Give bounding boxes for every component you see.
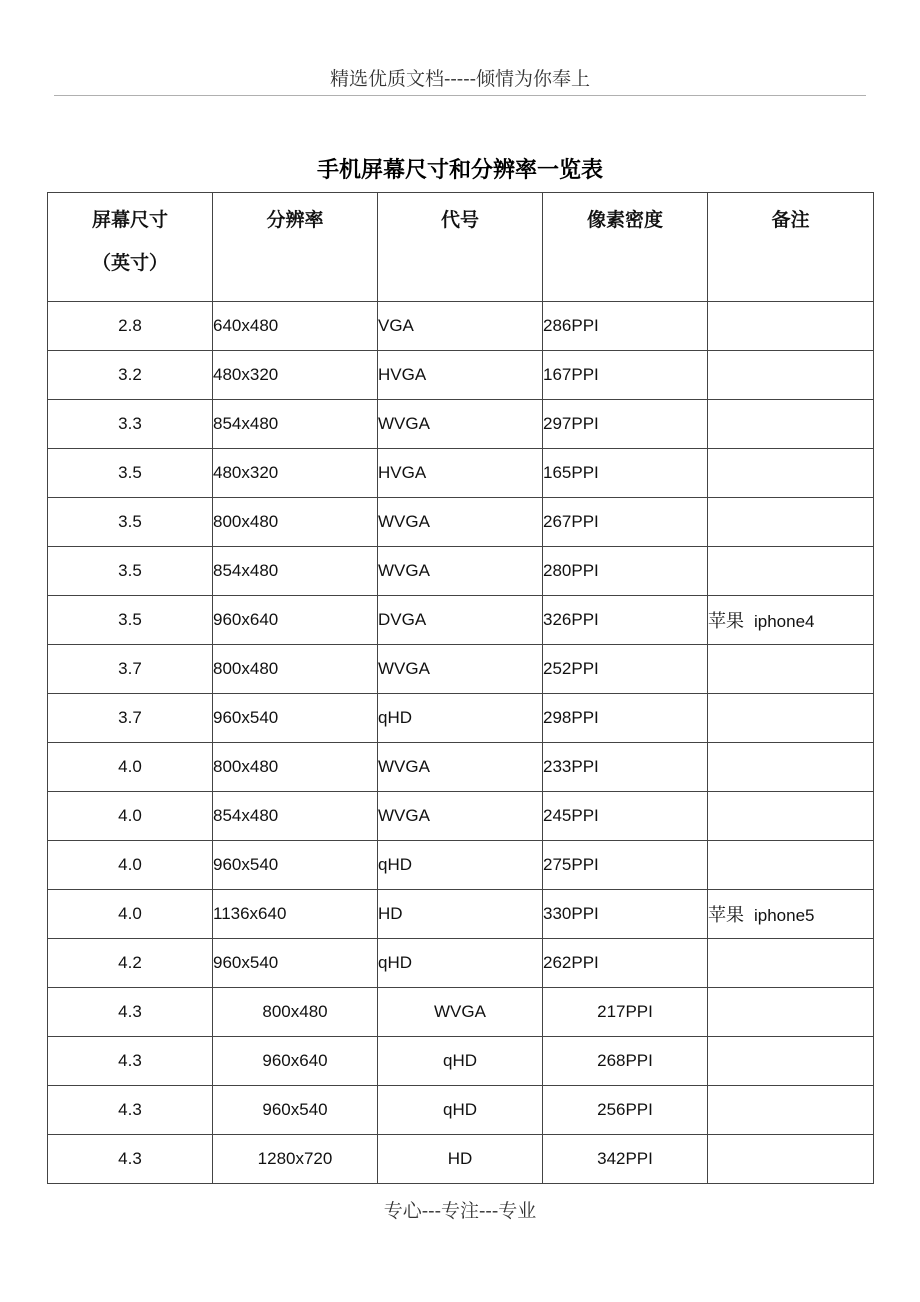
density-cell: 217PPI [543, 988, 708, 1037]
document-title: 手机屏幕尺寸和分辨率一览表 [316, 157, 603, 183]
code-cell: WVGA [378, 547, 543, 596]
resolution-cell: 800x480 [213, 743, 378, 792]
table-row [48, 792, 874, 841]
note-cell [708, 939, 874, 988]
resolution-cell: 960x640 [213, 1037, 378, 1086]
code-cell: VGA [378, 302, 543, 351]
note-text-cn: 苹果 [708, 905, 744, 926]
density-cell: 298PPI [543, 694, 708, 743]
density-cell: 267PPI [543, 498, 708, 547]
size-cell: 3.5 [48, 498, 213, 547]
code-cell: qHD [378, 939, 543, 988]
code-cell: HVGA [378, 351, 543, 400]
code-cell: HD [378, 890, 543, 939]
note-cell [708, 1135, 874, 1184]
column-header-size-unit: （英寸） [91, 252, 168, 274]
resolution-cell: 1280x720 [213, 1135, 378, 1184]
size-cell: 3.5 [48, 449, 213, 498]
note-cell [708, 792, 874, 841]
density-cell: 326PPI [543, 596, 708, 645]
size-cell: 3.7 [48, 645, 213, 694]
code-cell: WVGA [378, 743, 543, 792]
column-header-size [48, 193, 213, 302]
density-cell: 262PPI [543, 939, 708, 988]
table-row [48, 890, 874, 939]
note-text-cn: 苹果 [708, 611, 744, 632]
code-cell: WVGA [378, 498, 543, 547]
resolution-cell: 640x480 [213, 302, 378, 351]
resolution-cell: 1136x640 [213, 890, 378, 939]
size-cell: 4.0 [48, 792, 213, 841]
resolution-cell: 480x320 [213, 351, 378, 400]
resolution-cell: 800x480 [213, 988, 378, 1037]
note-cell [708, 449, 874, 498]
resolution-cell: 800x480 [213, 645, 378, 694]
note-cell [708, 351, 874, 400]
resolution-cell: 960x640 [213, 596, 378, 645]
table-row [48, 1086, 874, 1135]
resolution-cell: 960x540 [213, 1086, 378, 1135]
density-cell: 286PPI [543, 302, 708, 351]
size-cell: 4.3 [48, 1037, 213, 1086]
table-row [48, 302, 874, 351]
column-header-note: 备注 [708, 193, 874, 302]
page-header: 精选优质文档-----倾情为你奉上 [329, 68, 591, 90]
column-header-code: 代号 [378, 193, 543, 302]
code-cell: WVGA [378, 792, 543, 841]
density-cell: 256PPI [543, 1086, 708, 1135]
size-cell: 2.8 [48, 302, 213, 351]
note-cell [708, 596, 874, 645]
size-cell: 3.3 [48, 400, 213, 449]
resolution-cell: 480x320 [213, 449, 378, 498]
size-cell: 3.5 [48, 596, 213, 645]
table-body [48, 302, 874, 1184]
column-header-density: 像素密度 [543, 193, 708, 302]
code-cell: WVGA [378, 400, 543, 449]
resolution-cell: 960x540 [213, 939, 378, 988]
note-cell [708, 547, 874, 596]
table-row [48, 596, 874, 645]
table-row [48, 449, 874, 498]
density-cell: 167PPI [543, 351, 708, 400]
density-cell: 165PPI [543, 449, 708, 498]
screen-spec-table [47, 192, 874, 1184]
column-header-size-label: 屏幕尺寸 [91, 209, 168, 231]
page-footer: 专心---专注---专业 [383, 1200, 537, 1222]
table-row [48, 694, 874, 743]
table-row [48, 400, 874, 449]
note-text-en: iphone5 [754, 906, 815, 925]
header-rule [54, 95, 866, 96]
size-cell: 4.0 [48, 890, 213, 939]
code-cell: DVGA [378, 596, 543, 645]
table-row [48, 988, 874, 1037]
table-row [48, 351, 874, 400]
note-cell [708, 841, 874, 890]
code-cell: WVGA [378, 988, 543, 1037]
note-cell [708, 890, 874, 939]
resolution-cell: 800x480 [213, 498, 378, 547]
note-cell [708, 1086, 874, 1135]
table-row [48, 1037, 874, 1086]
table-row [48, 498, 874, 547]
density-cell: 297PPI [543, 400, 708, 449]
code-cell: qHD [378, 694, 543, 743]
table-row [48, 841, 874, 890]
size-cell: 3.2 [48, 351, 213, 400]
size-cell: 4.0 [48, 841, 213, 890]
table-header-row [48, 193, 874, 302]
note-cell [708, 400, 874, 449]
resolution-cell: 854x480 [213, 400, 378, 449]
table-row [48, 1135, 874, 1184]
note-cell [708, 988, 874, 1037]
size-cell: 4.2 [48, 939, 213, 988]
code-cell: HVGA [378, 449, 543, 498]
note-cell [708, 694, 874, 743]
table-row [48, 939, 874, 988]
note-cell [708, 302, 874, 351]
note-text-en: iphone4 [754, 612, 815, 631]
code-cell: qHD [378, 1037, 543, 1086]
density-cell: 275PPI [543, 841, 708, 890]
table-row [48, 743, 874, 792]
size-cell: 3.7 [48, 694, 213, 743]
resolution-cell: 854x480 [213, 547, 378, 596]
density-cell: 268PPI [543, 1037, 708, 1086]
code-cell: qHD [378, 841, 543, 890]
code-cell: qHD [378, 1086, 543, 1135]
resolution-cell: 854x480 [213, 792, 378, 841]
code-cell: WVGA [378, 645, 543, 694]
code-cell: HD [378, 1135, 543, 1184]
density-cell: 342PPI [543, 1135, 708, 1184]
size-cell: 4.3 [48, 988, 213, 1037]
density-cell: 252PPI [543, 645, 708, 694]
size-cell: 3.5 [48, 547, 213, 596]
note-cell [708, 645, 874, 694]
note-cell [708, 1037, 874, 1086]
density-cell: 330PPI [543, 890, 708, 939]
column-header-resolution: 分辨率 [213, 193, 378, 302]
table-row [48, 547, 874, 596]
note-cell [708, 498, 874, 547]
density-cell: 280PPI [543, 547, 708, 596]
note-cell [708, 743, 874, 792]
resolution-cell: 960x540 [213, 694, 378, 743]
resolution-cell: 960x540 [213, 841, 378, 890]
density-cell: 233PPI [543, 743, 708, 792]
size-cell: 4.0 [48, 743, 213, 792]
size-cell: 4.3 [48, 1135, 213, 1184]
density-cell: 245PPI [543, 792, 708, 841]
table-row [48, 645, 874, 694]
size-cell: 4.3 [48, 1086, 213, 1135]
